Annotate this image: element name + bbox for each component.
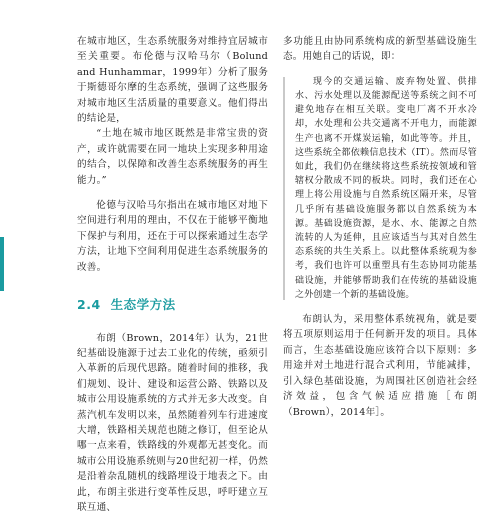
section-number: 2.4 — [77, 297, 101, 312]
quote-text: 现今的交通运输、废弃物处置、供排水、污水处理以及能源配送等系统之间不可避免地存在相互关联。变电厂离不开水冷却，水处理和公共交通离不开电力，而能源生产也离不开煤炭运输，如此等等。并且，这些系统全都依赖信息技术（IT）。然而尽管如此，我们仍在继续将这些系统按领域和管辖权分散成不同的板块。同时，我们还在心理上将公用设施与自然系统区隔开来，尽管几乎所有基础设施服务都以自然系统为本源。基础设施资源，是水、水、能源之自然流转的人为延伸，且应该适当与其对自然生态系统的共生关系上。以此整体系统观为参考，我们也许可以重塑具有生态协同功能基础设施，并能够帮助我们在传统的基础设施之外创建一个新的基础设施。 — [295, 75, 477, 302]
section-heading — [77, 297, 268, 312]
right-paragraph-2: 布朗认为，采用整体系统视角，就是要将五项原则运用于任何新开发的项目。具体而言，生态基础设施应该符合以下原则：多用途并对土地进行混合式利用，节能减排，引入绿色基础设施，为周围社区创造社会经济效益，包含气候适应措施［布朗（Brown），2014年］。 — [283, 312, 477, 420]
right-column — [283, 34, 477, 420]
block-quote — [283, 75, 477, 302]
left-column — [77, 34, 268, 515]
quote-bar — [283, 77, 285, 300]
left-paragraph-4: 布朗（Brown，2014年）认为，21世纪基础设施源于过去工业化的传统，亟须引入革新的后现代思路。随着时间的推移，我们规划、设计、建设和运营公路、铁路以及城市公用设施系统的方式并无多大改变。自蒸汽机车发明以来，虽然随着列车行进速度大增，铁路相关规范也随之修订，但至论从哪一点来看，铁路线的外观都无甚变化。而城市公用设施系统则与20世纪初一样，仍然是沿着杂乱随机的线路埋设于地表之下。由此，布朗主张进行变革性反思，呼吁建立互联互通、 — [77, 331, 268, 515]
paragraph-gap — [77, 188, 268, 198]
right-paragraph-1: 多功能且由协同系统构成的新型基础设施生态。用她自己的话说，即： — [283, 34, 477, 65]
left-paragraph-2: “土地在城市地区既然是非常宝贵的资产，或许就需要在同一地块上实现多种用途的结合，以保障和改善生态系统服务的再生能力。” — [77, 126, 268, 188]
left-paragraph-1: 在城市地区，生态系统服务对维持宜居城市至关重要。布伦德与汉哈马尔（Bolund and Hunhammar，1999年）分析了服务于斯德哥尔摩的生态系统，强调了这些服务对城市地区生活质量的重要意义。他们得出的结论是， — [77, 34, 268, 126]
quote-block — [283, 75, 477, 302]
paragraph-gap — [283, 302, 477, 312]
left-paragraph-3: 伦德与汉哈马尔指出在城市地区对地下空间进行利用的理由，不仅在于能够平衡地下保护与利用，还在于可以探索通过生态学方法，让地下空间利用促进生态系统服务的改善。 — [77, 198, 268, 275]
section-title: 生态学方法 — [111, 297, 176, 312]
section-accent-bar — [0, 237, 4, 291]
